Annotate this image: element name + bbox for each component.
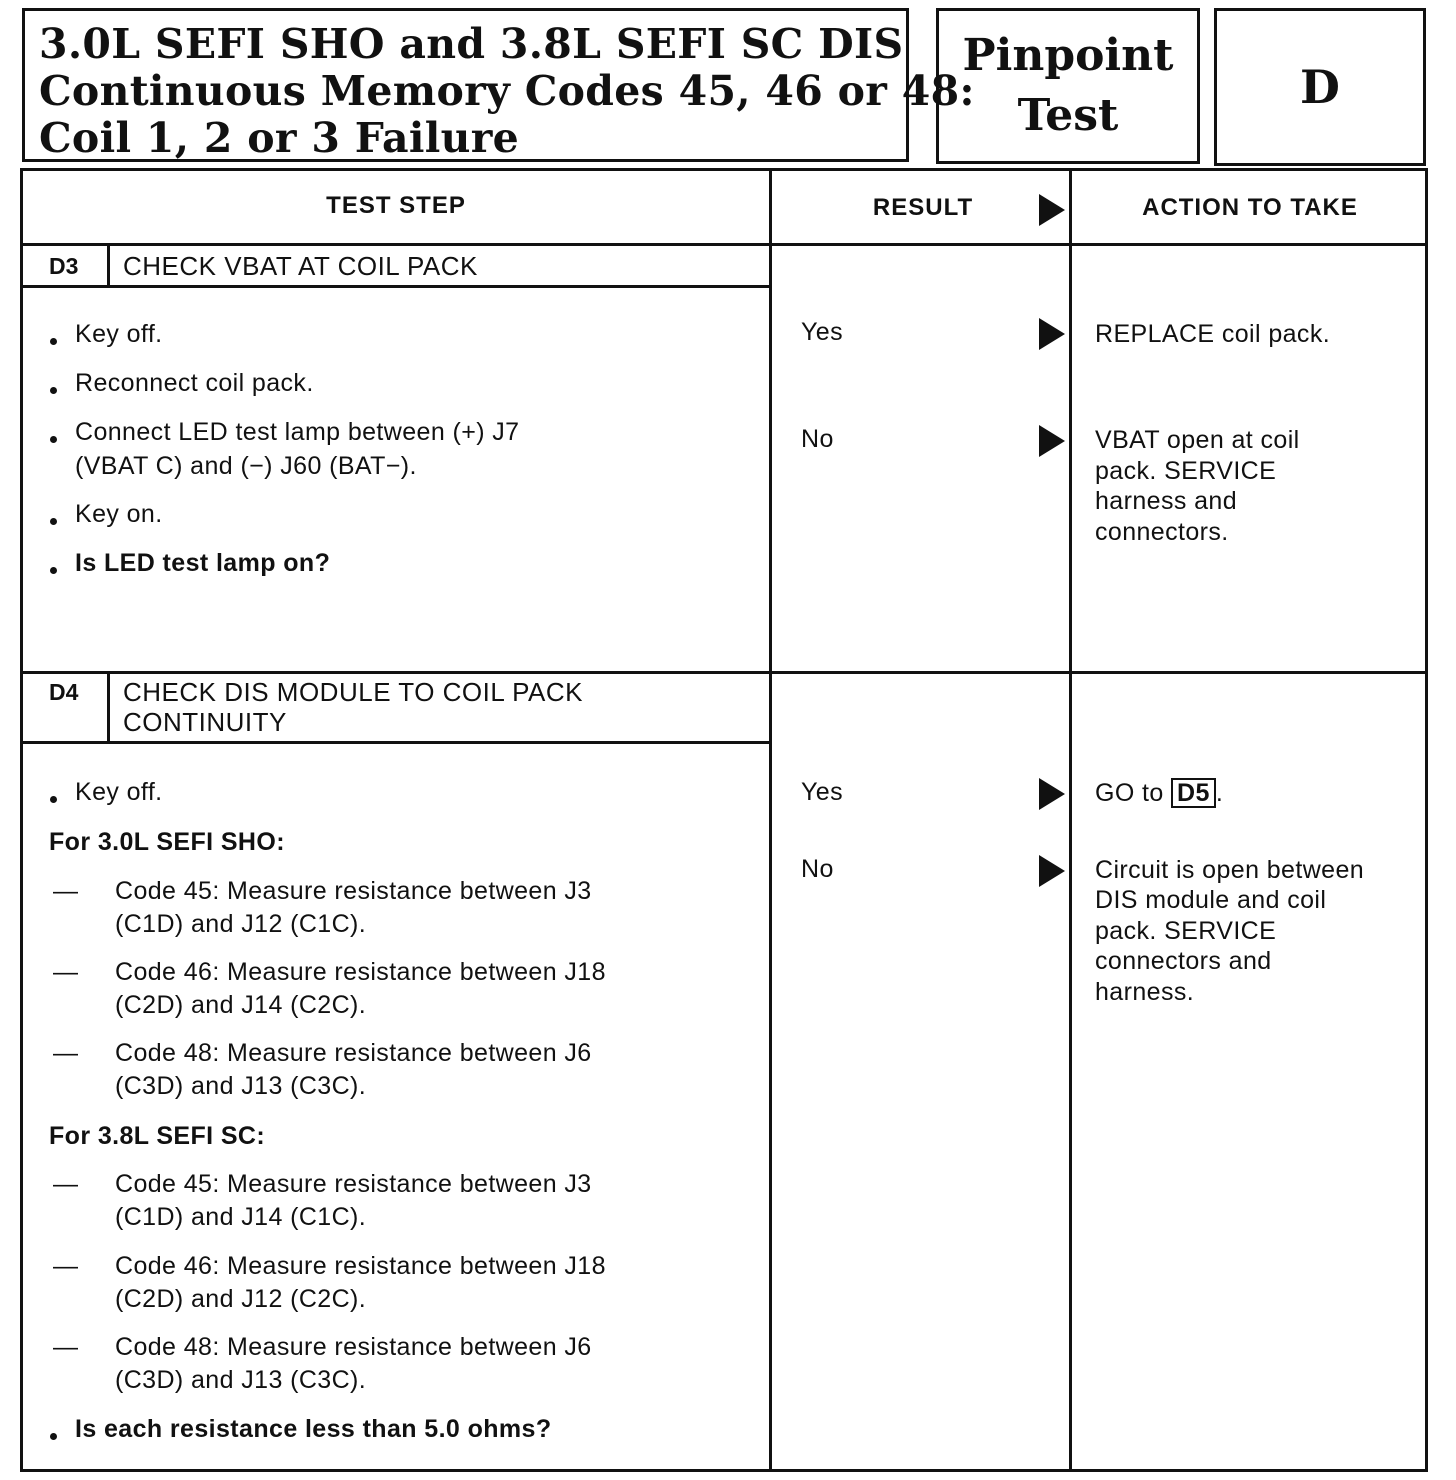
bullet-icon (50, 796, 57, 803)
column-divider-action (1069, 171, 1072, 1472)
d4-action-no-line-3: pack. SERVICE (1095, 917, 1277, 945)
sho-code46-line-1: Code 46: Measure resistance between J18 (115, 958, 606, 986)
d3-action-no-line-3: harness and (1095, 487, 1237, 515)
d4-id-divider (107, 671, 110, 741)
d3-item-connect-line-2: (VBAT C) and (−) J60 (BAT−). (75, 452, 417, 480)
dash-marker: — (53, 1333, 78, 1361)
d3-action-no-line-4: connectors. (1095, 518, 1229, 546)
step-title-d3: CHECK VBAT AT COIL PACK (123, 251, 478, 281)
d4-group-heading-sc: For 3.8L SEFI SC: (49, 1122, 266, 1150)
page-title (39, 21, 975, 162)
bullet-icon (50, 338, 57, 345)
arrow-icon (1039, 318, 1065, 350)
column-header-test-step: TEST STEP (326, 192, 466, 219)
bullet-icon (50, 518, 57, 525)
sho-code45-line-2: (C1D) and J12 (C1C). (115, 910, 367, 938)
title-line-1: 3.0L SEFI SHO and 3.8L SEFI SC DIS (39, 20, 904, 68)
bullet-icon (50, 387, 57, 394)
d4-action-no-line-2: DIS module and coil (1095, 886, 1327, 914)
d4-section-divider (23, 671, 1428, 674)
dash-marker: — (53, 958, 78, 986)
dash-marker: — (53, 1170, 78, 1198)
arrow-icon (1039, 194, 1065, 226)
title-line-3: Coil 1, 2 or 3 Failure (39, 114, 519, 162)
step-title-d4-line-2: CONTINUITY (123, 707, 287, 737)
sho-code46-line-2: (C2D) and J14 (C2C). (115, 991, 367, 1019)
d4-action-no-line-4: connectors and (1095, 947, 1272, 975)
sho-code48-line-1: Code 48: Measure resistance between J6 (115, 1039, 592, 1067)
d3-question: Is LED test lamp on? (75, 549, 331, 577)
d3-item-reconnect: Reconnect coil pack. (75, 369, 314, 397)
sho-code45-line-1: Code 45: Measure resistance between J3 (115, 877, 592, 905)
pinpoint-test-box (936, 8, 1200, 164)
dash-marker: — (53, 877, 78, 905)
step-id-d3: D3 (49, 253, 79, 279)
sc-code48-line-1: Code 48: Measure resistance between J6 (115, 1333, 592, 1361)
step-id-d4: D4 (49, 679, 79, 705)
d3-item-key-off: Key off. (75, 320, 163, 348)
d4-group-heading-sho: For 3.0L SEFI SHO: (49, 828, 285, 856)
d3-action-no-line-2: pack. SERVICE (1095, 457, 1277, 485)
sho-code48-line-2: (C3D) and J13 (C3C). (115, 1072, 367, 1100)
d4-action-yes-suffix: . (1215, 779, 1224, 807)
dash-marker: — (53, 1039, 78, 1067)
d3-item-connect-line-1: Connect LED test lamp between (+) J7 (75, 418, 520, 446)
column-divider-result (769, 171, 772, 1472)
d4-action-yes-prefix: GO to (1095, 779, 1164, 807)
column-header-result: RESULT (872, 194, 974, 221)
title-line-2: Continuous Memory Codes 45, 46 or 48: (39, 67, 975, 115)
d4-result-yes: Yes (801, 778, 843, 806)
test-letter-box (1214, 8, 1426, 166)
sc-code45-line-1: Code 45: Measure resistance between J3 (115, 1170, 592, 1198)
d4-title-divider (23, 741, 769, 744)
arrow-icon (1039, 778, 1065, 810)
header-row-divider (23, 243, 1428, 246)
pinpoint-label: Pinpoint (962, 30, 1174, 81)
step-reference-d5[interactable]: D5 (1171, 778, 1216, 808)
sc-code46-line-1: Code 46: Measure resistance between J18 (115, 1252, 606, 1280)
column-header-action: ACTION TO TAKE (1142, 194, 1358, 221)
d4-question: Is each resistance less than 5.0 ohms? (75, 1415, 552, 1443)
step-title-d4-line-1: CHECK DIS MODULE TO COIL PACK (123, 677, 583, 707)
sc-code46-line-2: (C2D) and J12 (C2C). (115, 1285, 367, 1313)
d4-result-no: No (801, 855, 834, 883)
bullet-icon (50, 436, 57, 443)
d3-result-no: No (801, 425, 834, 453)
dash-marker: — (53, 1252, 78, 1280)
d3-id-divider (107, 243, 110, 285)
d4-action-no-line-5: harness. (1095, 978, 1195, 1006)
d3-item-key-on: Key on. (75, 500, 163, 528)
bullet-icon (50, 1433, 57, 1440)
sc-code48-line-2: (C3D) and J13 (C3C). (115, 1366, 367, 1394)
arrow-icon (1039, 425, 1065, 457)
test-label: Test (1017, 90, 1119, 141)
d4-action-no-line-1: Circuit is open between (1095, 856, 1365, 884)
arrow-icon (1039, 855, 1065, 887)
d4-action-yes (1095, 778, 1223, 809)
d3-title-divider (23, 285, 769, 288)
d4-item-key-off: Key off. (75, 778, 163, 806)
pinpoint-table (20, 168, 1428, 1472)
d3-result-yes: Yes (801, 318, 843, 346)
title-box (22, 8, 975, 162)
d3-action-no-line-1: VBAT open at coil (1095, 426, 1300, 454)
bullet-icon (50, 567, 57, 574)
d3-action-yes: REPLACE coil pack. (1095, 320, 1331, 348)
test-letter: D (1300, 60, 1340, 114)
sc-code45-line-2: (C1D) and J14 (C1C). (115, 1203, 367, 1231)
